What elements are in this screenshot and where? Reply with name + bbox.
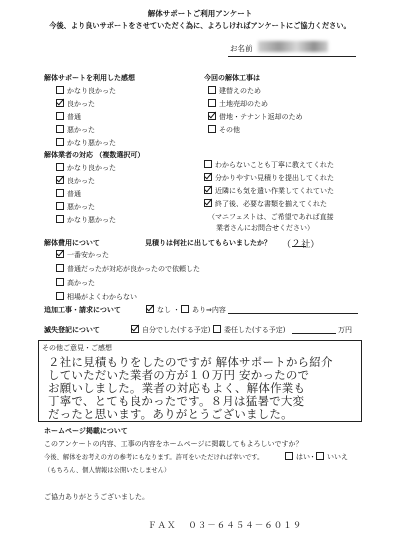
checkbox[interactable] <box>56 163 64 171</box>
checkbox-checked[interactable] <box>56 250 64 258</box>
checkbox-checked[interactable] <box>56 176 64 184</box>
checkbox[interactable] <box>56 125 64 133</box>
support-option-4[interactable]: かなり悪かった <box>56 138 116 148</box>
checkbox-checked[interactable] <box>204 199 212 207</box>
loss-heading: 滅失登記について <box>44 326 100 334</box>
checkbox[interactable] <box>181 305 189 313</box>
fax-label: ＦＡＸ <box>148 521 177 531</box>
checkbox[interactable] <box>213 325 221 333</box>
estimate-count-value: ２ <box>291 239 302 250</box>
checkbox[interactable] <box>208 86 216 94</box>
loss-self-option[interactable]: 自分でした(する予定) <box>131 325 210 335</box>
comment-label: その他ご意見・ご感想 <box>42 344 112 352</box>
checkbox[interactable] <box>56 202 64 210</box>
purpose-heading: 今回の解体工事は <box>204 74 260 82</box>
name-underline <box>228 56 356 57</box>
homepage-separator: ・ <box>309 453 316 461</box>
extra-none-option[interactable]: なし <box>146 305 171 315</box>
checkbox[interactable] <box>56 112 64 120</box>
fax-line <box>148 519 302 531</box>
checkbox-checked[interactable] <box>146 305 154 313</box>
extra-heading: 追加工事・請求について <box>44 306 121 314</box>
anonymous-note: （もちろん、個人情報は公開いたしません） <box>44 467 171 474</box>
vendor-detail-option-1[interactable]: 分かりやすい見積りを提出してくれた <box>204 173 334 183</box>
manifest-note-1: （マニフェストは、ご希望であれば直接 <box>208 213 334 221</box>
estimate-underline <box>292 246 306 247</box>
comment-line-2: していただいた業者の方が１０万円 安かったので <box>48 368 310 382</box>
checkbox[interactable] <box>56 215 64 223</box>
support-option-2[interactable]: 普通 <box>56 112 81 122</box>
comment-line-3: お願いしました。業者の対応もよく、解体作業も <box>48 381 306 395</box>
vendor-heading: 解体業者の対応 （複数選択可） <box>44 151 145 159</box>
cost-heading: 解体費用について <box>44 239 100 247</box>
support-heading: 解体サポートを利用した感想 <box>44 74 135 82</box>
homepage-yes-option[interactable]: はい <box>285 452 310 462</box>
name-label: お名前 <box>230 44 253 53</box>
purpose-option-1[interactable]: 土地売却のため <box>208 99 268 109</box>
purpose-option-3[interactable]: その他 <box>208 125 240 135</box>
checkbox[interactable] <box>56 278 64 286</box>
estimate-count-field[interactable]: （２社） <box>282 239 320 250</box>
comment-line-1: ２社に見積もりをしたのですが 解体サポートから紹介 <box>48 355 333 369</box>
vendor-option-4[interactable]: かなり悪かった <box>56 215 116 225</box>
support-option-1[interactable]: 良かった <box>56 99 95 109</box>
loss-yen-label: 万円 <box>338 326 352 334</box>
vendor-detail-option-0[interactable]: わからないことも丁寧に教えてくれた <box>204 160 334 170</box>
loss-delegate-option[interactable]: 委任した(する予定) <box>213 325 285 335</box>
comment-line-5: だったと思います。ありがとうございました。 <box>48 407 293 421</box>
estimate-question: 見積りは何社に出してもらいましたか？ <box>145 239 271 247</box>
homepage-no-option[interactable]: いいえ <box>316 452 348 462</box>
vendor-option-2[interactable]: 普通 <box>56 189 81 199</box>
cost-option-2[interactable]: 高かった <box>56 278 95 288</box>
checkbox-checked[interactable] <box>204 173 212 181</box>
vendor-detail-option-3[interactable]: 終了後、必要な書類を揃えてくれた <box>204 199 327 209</box>
extra-separator: ・ <box>173 306 180 314</box>
checkbox[interactable] <box>56 189 64 197</box>
fax-number: ０３－６４５４－６０１９ <box>188 521 303 531</box>
checkbox[interactable] <box>208 125 216 133</box>
checkbox[interactable] <box>56 264 64 272</box>
manifest-note-2: 業者さんにお問合せください） <box>216 224 314 232</box>
checkbox-checked[interactable] <box>208 112 216 120</box>
checkbox[interactable] <box>56 86 64 94</box>
cost-option-1[interactable]: 普通だったが対応が良かったので依頼した <box>56 264 200 274</box>
cost-option-3[interactable]: 相場がよくわからない <box>56 292 137 302</box>
homepage-note: 今後、解体をお考えの方の参考にもなります。許可をいただければ幸いです。 <box>44 454 264 461</box>
comment-line-4: 丁寧で、とても良かったです。８月は猛暑で大変 <box>48 394 305 408</box>
checkbox[interactable] <box>56 292 64 300</box>
extra-detail-underline <box>228 313 358 314</box>
form-subtitle: 今後、より良いサポートをさせていただく為に、よろしければアンケートにご協力ください。 <box>49 21 351 30</box>
checkbox-checked[interactable] <box>56 99 64 107</box>
homepage-heading: ホームページ掲載について <box>44 427 128 435</box>
purpose-option-0[interactable]: 建替えのため <box>208 86 261 96</box>
checkbox[interactable] <box>285 452 293 460</box>
checkbox[interactable] <box>316 452 324 460</box>
thanks-text: ご協力ありがとうございました。 <box>44 493 149 501</box>
support-option-0[interactable]: かなり良かった <box>56 86 116 96</box>
checkbox-checked[interactable] <box>131 325 139 333</box>
extra-some-option[interactable]: あり⇒内容 <box>181 305 226 315</box>
loss-amount-underline <box>292 333 336 334</box>
vendor-option-1[interactable]: 良かった <box>56 176 95 186</box>
checkbox-checked[interactable] <box>204 186 212 194</box>
checkbox[interactable] <box>204 160 212 168</box>
purpose-option-2[interactable]: 借地・テナント返却のため <box>208 112 303 122</box>
vendor-detail-option-2[interactable]: 近隣にも気を遣い作業してくれていた <box>204 186 334 196</box>
vendor-option-3[interactable]: 悪かった <box>56 202 95 212</box>
redacted-name <box>258 41 328 52</box>
vendor-option-0[interactable]: かなり良かった <box>56 163 116 173</box>
form-title: 解体サポートご利用アンケート <box>147 9 253 18</box>
homepage-question: このアンケートの内容、工事の内容をホームページに掲載してもよろしいですか？ <box>44 440 303 448</box>
cost-option-0[interactable]: 一番安かった <box>56 250 109 260</box>
checkbox[interactable] <box>56 138 64 146</box>
checkbox[interactable] <box>208 99 216 107</box>
support-option-3[interactable]: 悪かった <box>56 125 95 135</box>
